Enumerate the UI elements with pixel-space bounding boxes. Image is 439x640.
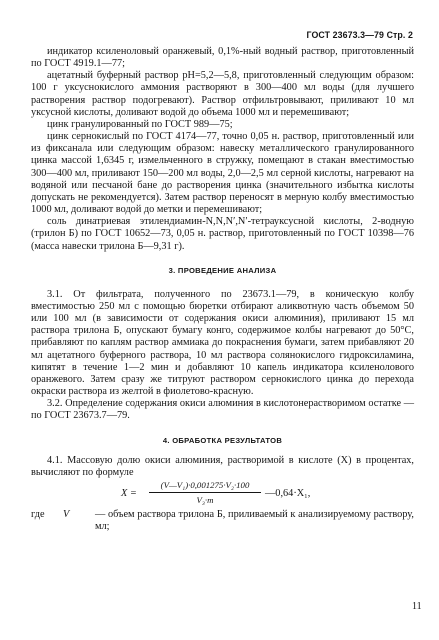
section-3-title: 3. ПРОВЕДЕНИЕ АНАЛИЗА — [168, 265, 277, 275]
document-body — [31, 46, 414, 533]
reagent-zinc-sulfate: цинк сернокислый по ГОСТ 4174—77, точно 0,05 н. раствор, приготовленный или из фиксанала или следующим образом: навеску металлического гранулированного цинка массой 1,6345 г, измельченного в стружку, помещают в стакан вместимостью 300—400 мл, приливают 150—200 мл воды, 2,0—2,5 мл серной кислоты, нагревают на водяной или песчаной бане до растворения цинка (значительного избытка кислоты допускать не рекомендуется). Затем раствор переносят в мерную колбу вместимостью 1000 мл, доливают водой до метки и перемешивают; — [31, 131, 414, 216]
formula-lhs: X = — [121, 488, 137, 499]
reagent-acetate-buffer: ацетатный буферный раствор рН=5,2—5,8, приготовленный следующим образом: 100 г уксуснокислого аммония растворяют в 300—400 мл воды (для лучшего растворения раствор подогревают). Раствор отфильтровывают, приливают 10 мл уксусной кислоты, доливают водой до объема 1000 мл и перемешивают; — [31, 70, 414, 118]
page-number: 11 — [412, 601, 422, 612]
where-description: — объем раствора трилона Б, приливаемый к анализируемому раствору, мл; — [95, 509, 414, 533]
where-clause — [31, 509, 414, 533]
formula-denominator: V₃·m — [196, 495, 214, 506]
formula-fraction — [149, 479, 261, 506]
reagent-indicator: индикатор ксиленоловый оранжевый, 0,1%-ный водный раствор, приготовленный по ГОСТ 4919.1—77; — [31, 46, 414, 70]
section-4-paragraph-1: 4.1. Массовую долю окиси алюминия, растворимой в кислоте (X) в процентах, вычисляют по формуле — [31, 454, 414, 478]
section-4-title: 4. ОБРАБОТКА РЕЗУЛЬТАТОВ — [162, 435, 283, 445]
standard-header: ГОСТ 23673.3—79 Стр. 2 — [306, 30, 413, 40]
formula-numerator: (V—V₁)·0,001275·V₂·100 — [149, 479, 261, 493]
where-keyword: где — [31, 509, 45, 520]
formula — [31, 479, 414, 509]
reagent-trilon-b: соль динатриевая этилендиамин-N,N,N′,N′-тетрауксусной кислоты, 2-водную (трилон Б) по ГОСТ 10652—73, 0,05 н. раствор, приготовленный по ГОСТ 10398—76 (масса навески трилона Б—9,31 г). — [31, 216, 414, 252]
where-variable: V — [63, 509, 70, 520]
section-3-paragraph-1: 3.1. От фильтрата, полученного по 23673.1—79, в коническую колбу вместимостью 250 мл с помощью бюретки отбирают аликвотную часть объемом 50 или 100 мл (в зависимости от содержания окиси алюминия), приливают 15 мл раствора трилона Б, опускают бумагу конго, содержимое колбы нагревают до 50°С, прибавляют по каплям раствор аммиака до покраснения бумаги, затем прибавляют 20 мл ацетатного буферного раствора, 10 мл раствора солянокислого гидроксиламина, кипятят в течение 1—2 мин и добавляют 10 капель индикатора ксиленолового оранжевого. Затем сразу же титруют раствором сернокислого цинка до перехода окраски раствора из желтой в фиолетово-красную. — [31, 288, 414, 398]
section-3-paragraph-2: 3.2. Определение содержания окиси алюминия в кислотонерастворимом остатке — по ГОСТ 23673.7—79. — [31, 398, 414, 422]
formula-rhs: —0,64·X₁, — [265, 488, 311, 499]
reagent-zinc-granulated: цинк гранулированный по ГОСТ 989—75; — [47, 118, 233, 130]
